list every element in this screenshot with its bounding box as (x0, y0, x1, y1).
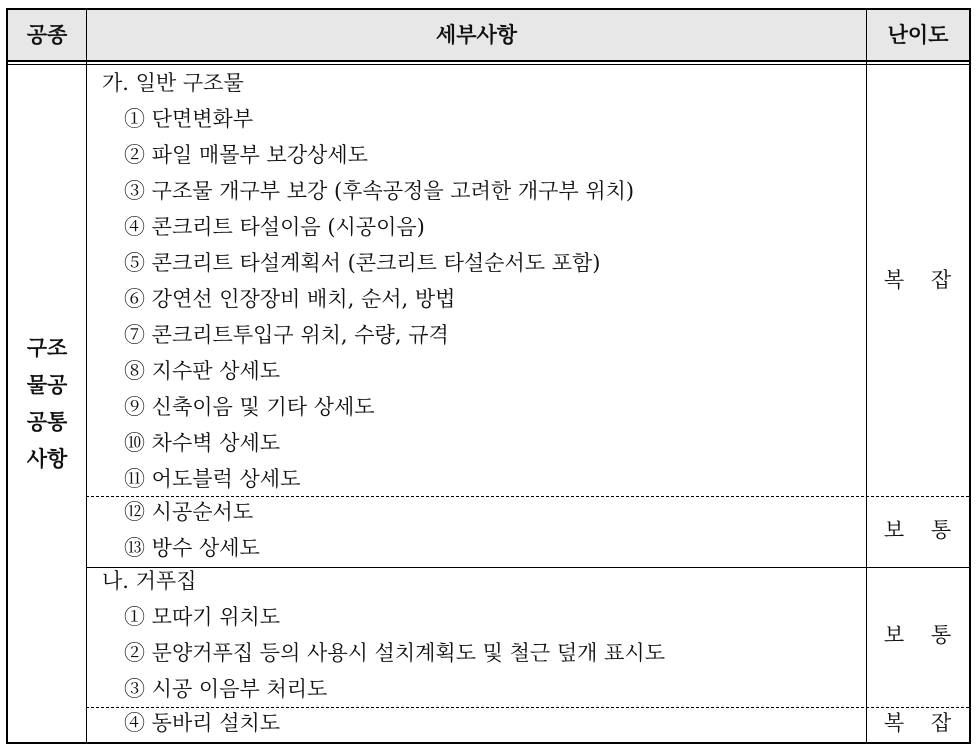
list-item: ⑩ 차수벽 상세도 (124, 431, 281, 455)
list-item: ③ 시공 이음부 처리도 (124, 677, 328, 701)
difficulty-value: 보 통 (883, 518, 962, 542)
table-header (8, 10, 969, 62)
list-item: ⑥ 강연선 인장장비 배치, 순서, 방법 (124, 287, 456, 311)
list-item: ⑨ 신축이음 및 기타 상세도 (124, 395, 375, 419)
difficulty-value: 복 잡 (883, 268, 962, 292)
list-item: ⑧ 지수판 상세도 (124, 359, 281, 383)
list-item: ② 문양거푸집 등의 사용시 설치계획도 및 철근 덮개 표시도 (124, 641, 665, 665)
category-line: 공통 (26, 409, 68, 434)
list-item: ② 파일 매몰부 보강상세도 (124, 143, 368, 167)
difficulty-value: 보 통 (883, 623, 962, 647)
requirements-table (6, 8, 971, 744)
section-title: 나. 거푸집 (102, 569, 197, 593)
category-line: 사항 (26, 446, 68, 471)
category-cell (8, 65, 86, 742)
list-item: ① 모따기 위치도 (124, 605, 281, 629)
list-item: ⑫ 시공순서도 (124, 500, 254, 524)
list-item: ⑬ 방수 상세도 (124, 536, 260, 560)
list-item: ④ 콘크리트 타설이음 (시공이음) (124, 215, 425, 239)
row-divider (86, 567, 969, 568)
list-item: ⑪ 어도블럭 상세도 (124, 467, 301, 491)
header-difficulty: 난이도 (887, 23, 949, 47)
list-item: ⑦ 콘크리트투입구 위치, 수량, 규격 (124, 323, 449, 347)
category-line: 물공 (26, 372, 68, 397)
list-item: ⑤ 콘크리트 타설계획서 (콘크리트 타설순서도 포함) (124, 251, 601, 275)
column-divider (86, 10, 87, 742)
header-details: 세부사항 (435, 23, 518, 47)
section-title: 가. 일반 구조물 (102, 71, 244, 95)
list-item: ④ 동바리 설치도 (124, 711, 281, 735)
category-line: 구조 (26, 335, 68, 360)
list-item: ③ 구조물 개구부 보강 (후속공정을 고려한 개구부 위치) (124, 179, 635, 203)
difficulty-value: 복 잡 (883, 711, 962, 735)
header-category: 공종 (26, 23, 68, 47)
list-item: ① 단면변화부 (124, 107, 254, 131)
